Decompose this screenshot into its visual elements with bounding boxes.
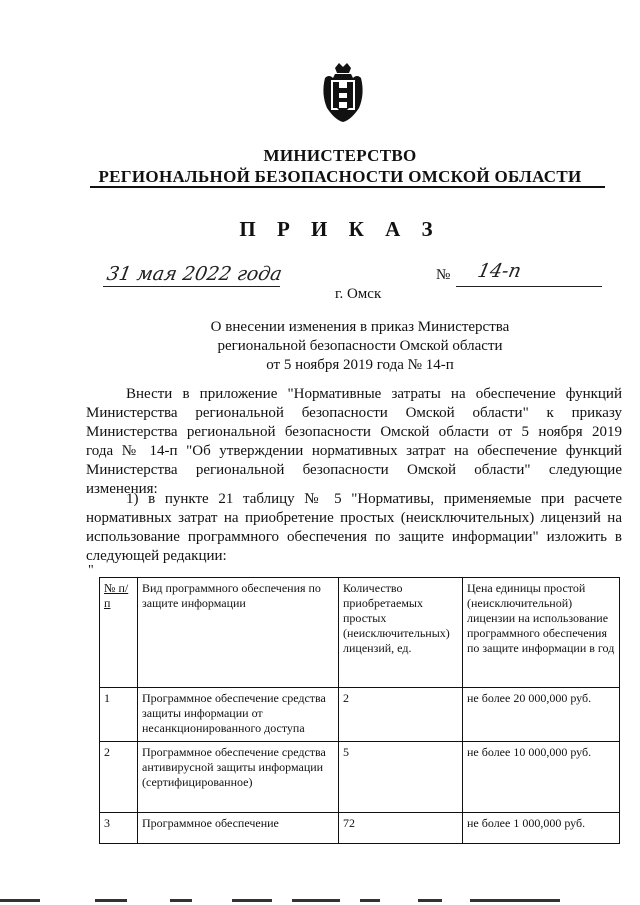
header-rule [90, 186, 605, 188]
table-row [100, 688, 620, 742]
table-cell: не более 20 000,000 руб. [463, 688, 620, 742]
paragraph-line: года № 14-п "Об утверждении нормативных затрат на обеспечение функций [86, 443, 622, 459]
order-date: 31 мая 2022 года [105, 263, 284, 285]
order-title: П Р И К А З [239, 217, 441, 241]
subject-line: О внесении изменения в приказ Министерства [210, 319, 510, 335]
column-header: № п/п [100, 578, 138, 688]
paragraph-line: Министерства региональной безопасности Омской области от 5 ноября 2019 [86, 424, 622, 440]
column-header: Количество приобретаемых простых (неисключительных) лицензий, ед. [339, 578, 463, 688]
table-cell: 72 [339, 813, 463, 844]
norms-table [99, 577, 620, 844]
scan-edge-marks [0, 897, 640, 905]
subject-line: региональной безопасности Омской области [217, 338, 503, 354]
table-header-row [100, 578, 620, 688]
paragraph-line: изменения: [86, 481, 158, 497]
opening-quote: " [88, 563, 94, 578]
table-cell: 5 [339, 742, 463, 813]
number-underline [456, 286, 602, 287]
paragraph-line: нормативных затрат на приобретение простых (неисключительных) лицензий на [86, 510, 622, 526]
order-number: 14-п [475, 260, 524, 282]
table-cell: не более 1 000,000 руб. [463, 813, 620, 844]
paragraph-line: Министерства региональной безопасности Омской области" к приказу [86, 405, 622, 421]
paragraph-line: 1) в пункте 21 таблицу № 5 "Нормативы, применяемые при расчете [126, 491, 622, 507]
table-cell: 3 [100, 813, 138, 844]
date-underline [103, 286, 280, 287]
paragraph-line: использование программного обеспечения по защите информации" изложить в [86, 529, 622, 545]
subject-line: от 5 ноября 2019 года № 14-п [266, 357, 454, 373]
ministry-name-line2: РЕГИОНАЛЬНОЙ БЕЗОПАСНОСТИ ОМСКОЙ ОБЛАСТИ [98, 167, 582, 186]
coat-of-arms-icon [321, 62, 365, 124]
number-sign: № [436, 267, 451, 283]
table-cell: не более 10 000,000 руб. [463, 742, 620, 813]
table-cell: Программное обеспечение средства защиты информации от несанкционированного доступа [138, 688, 339, 742]
table-row [100, 813, 620, 844]
table-row [100, 742, 620, 813]
table-cell: Программное обеспечение средства антивирусной защиты информации (сертифицированное) [138, 742, 339, 813]
paragraph-line: Внести в приложение "Нормативные затраты на обеспечение функций [126, 386, 622, 402]
ministry-name-line1: МИНИСТЕРСТВО [263, 146, 417, 165]
paragraph-line: следующей редакции: [86, 548, 227, 564]
column-header: Вид программного обеспечения по защите информации [138, 578, 339, 688]
column-header: Цена единицы простой (неисключительной) лицензии на использование программного обеспечения по защите информации в год [463, 578, 620, 688]
paragraph-line: Министерства региональной безопасности Омской области" следующие [86, 462, 622, 478]
table-cell: 1 [100, 688, 138, 742]
table-cell: 2 [100, 742, 138, 813]
order-subject [180, 318, 540, 375]
paragraph-2 [86, 490, 622, 566]
table-cell: Программное обеспечение [138, 813, 339, 844]
paragraph-1 [86, 385, 622, 499]
table-cell: 2 [339, 688, 463, 742]
order-city: г. Омск [335, 286, 382, 302]
